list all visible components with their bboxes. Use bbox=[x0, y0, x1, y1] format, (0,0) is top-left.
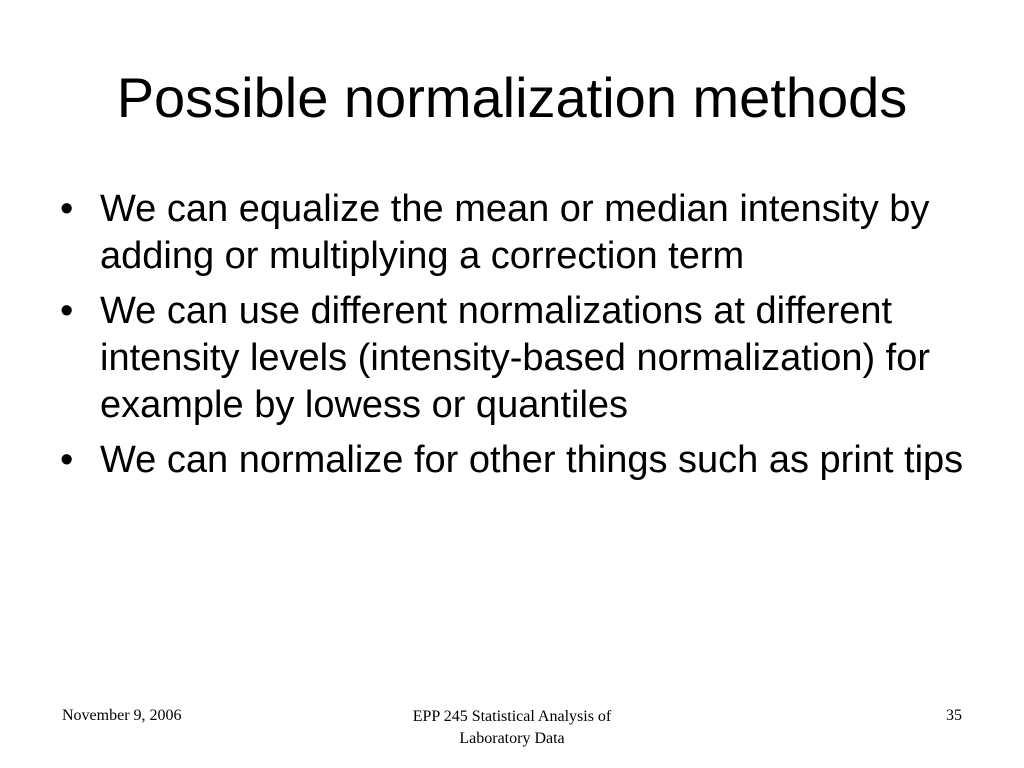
bullet-item bbox=[60, 186, 970, 280]
bullet-item bbox=[60, 288, 970, 429]
bullet-item bbox=[60, 437, 970, 484]
bullet-text: We can normalize for other things such as print tips bbox=[100, 439, 964, 481]
slide-title: Possible normalization methods bbox=[116, 66, 908, 129]
bullet-dot-icon: • bbox=[60, 188, 74, 230]
bullet-text: We can use different normalizations at different intensity levels (intensity-based normalization) for example by lowess or quantiles bbox=[100, 290, 931, 426]
footer-course-line-2: Laboratory Data bbox=[459, 730, 565, 747]
bullet-list bbox=[60, 186, 970, 492]
bullet-dot-icon: • bbox=[60, 290, 74, 332]
footer-course-line-1: EPP 245 Statistical Analysis of bbox=[412, 708, 612, 725]
bullet-text: We can equalize the mean or median intensity by adding or multiplying a correction term bbox=[100, 188, 930, 277]
footer-course-title bbox=[362, 706, 662, 750]
footer-date: November 9, 2006 bbox=[62, 707, 182, 724]
footer-page-number: 35 bbox=[946, 707, 962, 724]
bullet-dot-icon: • bbox=[60, 439, 74, 481]
